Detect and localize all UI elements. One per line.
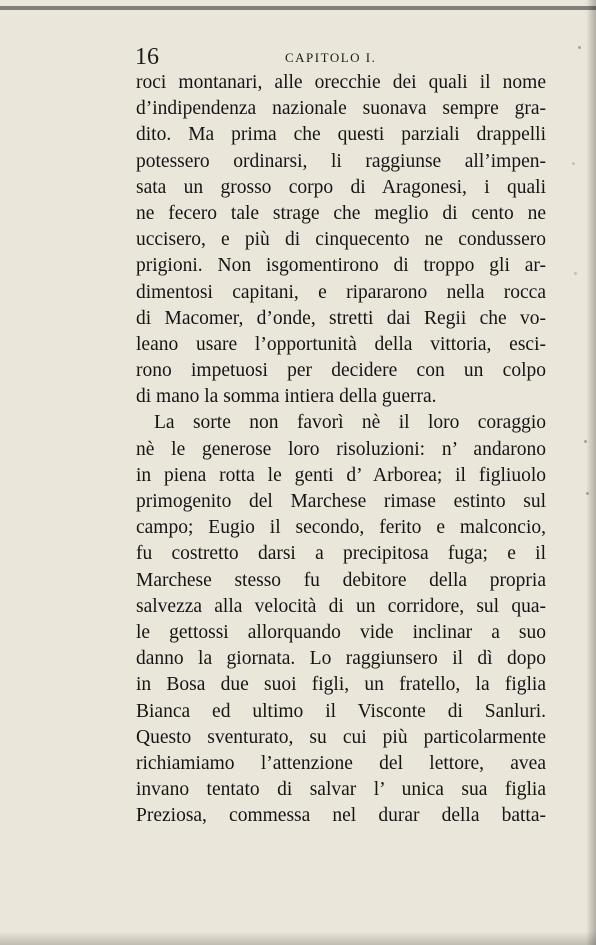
- text-line: primogenito del Marchese rimase estinto sul: [136, 491, 546, 512]
- text-line: in Bosa due suoi figli, un fratello, la figlia: [136, 674, 546, 696]
- text-line: invano tentato di salvar l’ unica sua figlia: [136, 779, 546, 801]
- text-line: d’indipendenza nazionale suonava sempre gra-: [136, 98, 546, 120]
- text-line: di Macomer, d’onde, stretti dai Regii che vo-: [136, 307, 546, 329]
- text-line: di mano la somma intiera della guerra.: [136, 386, 437, 408]
- text-line: Marchese stesso fu debitore della propria: [136, 569, 546, 591]
- text-line: richiamiamo l’attenzione del lettore, avea: [136, 752, 546, 774]
- text-line: campo; Eugio il secondo, ferito e malconcio,: [136, 517, 546, 539]
- text-line: Questo sventurato, su cui più particolarmente: [136, 726, 546, 748]
- page-number: 16: [135, 44, 159, 70]
- text-line: leano usare l’opportunità della vittoria, esci-: [136, 333, 546, 355]
- text-line: fu costretto darsi a precipitosa fuga; e il: [136, 543, 546, 565]
- text-line: dimentosi capitani, e ripararono nella rocca: [136, 281, 546, 303]
- page-bottom-edge-shadow: [0, 931, 596, 945]
- paper-speck: [584, 440, 587, 443]
- text-line: dito. Ma prima che questi parziali drappelli: [136, 124, 546, 146]
- text-line: salvezza alla velocità di un corridore, sul qua-: [136, 595, 546, 617]
- text-line: potessero ordinarsi, li raggiunse all’impen-: [136, 150, 546, 172]
- text-line: nè le generose loro risoluzioni: n’ andarono: [136, 438, 546, 460]
- paragraph: [136, 410, 546, 829]
- text-line: in piena rotta le genti d’ Arborea; il figliuolo: [136, 464, 546, 486]
- text-line: rono impetuosi per decidere con un colpo: [136, 360, 546, 382]
- paper-speck: [578, 46, 581, 49]
- paragraph: [136, 70, 546, 410]
- text-line: le gettossi allorquando vide inclinar a suo: [136, 621, 546, 643]
- text-line: danno la giornata. Lo raggiunsero il dì dopo: [136, 648, 546, 670]
- body-text: [136, 70, 546, 829]
- text-line: Preziosa, commessa nel durar della batta-: [136, 805, 546, 827]
- paper-speck: [586, 492, 589, 495]
- text-line: uccisero, e più di cinquecento ne condussero: [136, 229, 546, 251]
- text-line: roci montanari, alle orecchie dei quali il nome: [136, 72, 546, 93]
- page-right-edge-shadow: [586, 0, 596, 945]
- text-line: prigioni. Non isgomentirono di troppo gli ar-: [136, 255, 546, 277]
- chapter-title: CAPITOLO I.: [285, 50, 377, 65]
- running-head: [135, 44, 545, 70]
- paper-speck: [574, 272, 577, 275]
- paper-speck: [572, 162, 575, 165]
- text-line: sata un grosso corpo di Aragonesi, i quali: [136, 176, 546, 198]
- text-line: La sorte non favorì nè il loro coraggio: [154, 412, 546, 434]
- text-line: ne fecero tale strage che meglio di cento ne: [136, 202, 546, 224]
- text-line: Bianca ed ultimo il Visconte di Sanluri.: [136, 700, 546, 722]
- page-top-edge: [0, 6, 596, 10]
